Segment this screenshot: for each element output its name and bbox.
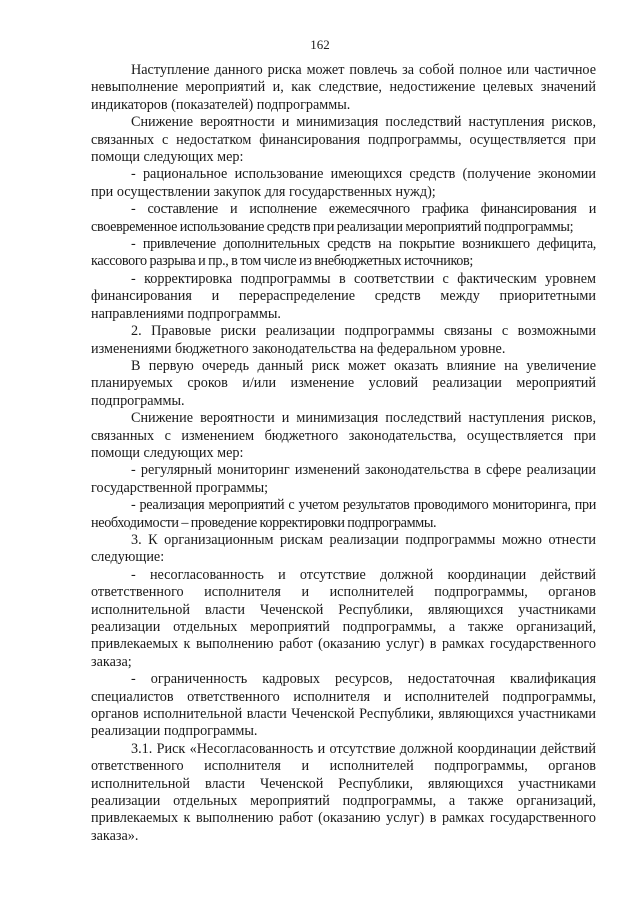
- list-item: - регулярный мониторинг изменений законодательства в сфере реализации государственной программы;: [91, 462, 596, 496]
- list-item: - ограниченность кадровых ресурсов, недостаточная квалификация специалистов ответственного исполнителя и исполнителей подпрограммы, органов исполнительной власти Чеченской Республики, являющихся участниками реализации подпрограммы.: [91, 671, 596, 740]
- list-item: - несогласованность и отсутствие должной координации действий ответственного исполнителя и исполнителей подпрограммы, органов исполнительной власти Чеченской Республики, являющихся участниками реализации отдельных мероприятий подпрограммы, а также организаций, привлекаемых к выполнению работ (оказанию услуг) в рамках государственного заказа;: [91, 566, 596, 670]
- list-item: - привлечение дополнительных средств на покрытие возникшего дефицита, кассового разрыва и пр., в том числе из внебюджетных источников;: [91, 236, 596, 270]
- body-text: [91, 62, 596, 845]
- paragraph: Снижение вероятности и минимизация последствий наступления рисков, связанных с изменением бюджетного законодательства, осуществляется при помощи следующих мер:: [91, 410, 596, 461]
- paragraph: 3. К организационным рискам реализации подпрограммы можно отнести следующие:: [91, 531, 596, 566]
- page-number: 162: [310, 37, 330, 52]
- paragraph: В первую очередь данный риск может оказать влияние на увеличение планируемых сроков и/или изменение условий реализации мероприятий подпрограммы.: [91, 357, 596, 409]
- list-item: - реализация мероприятий с учетом результатов проводимого мониторинга, при необходимости – проведение корректировки подпрограммы.: [91, 497, 596, 531]
- paragraph: 2. Правовые риски реализации подпрограммы связаны с возможными изменениями бюджетного законодательства на федеральном уровне.: [91, 323, 596, 357]
- paragraph: Наступление данного риска может повлечь за собой полное или частичное невыполнение мероприятий и, как следствие, недостижение целевых значений индикаторов (показателей) подпрограммы.: [91, 62, 596, 113]
- list-item: - корректировка подпрограммы в соответствии с фактическим уровнем финансирования и перераспределение средств между приоритетными направлениями подпрограммы.: [91, 270, 596, 322]
- paragraph: Снижение вероятности и минимизация последствий наступления рисков, связанных с недостатком финансирования подпрограммы, осуществляется при помощи следующих мер:: [91, 114, 596, 166]
- paragraph: 3.1. Риск «Несогласованность и отсутствие должной координации действий ответственного исполнителя и исполнителей подпрограммы, органов исполнительной власти Чеченской Республики, являющихся участниками реализации отдельных мероприятий подпрограммы, а также организаций, привлекаемых к выполнению работ (оказанию услуг) в рамках государственного заказа».: [91, 740, 596, 844]
- list-item: - составление и исполнение ежемесячного графика финансирования и своевременное использование средств при реализации мероприятий подпрограммы;: [91, 201, 596, 235]
- list-item: - рациональное использование имеющихся средств (получение экономии при осуществлении закупок для государственных нужд);: [91, 166, 596, 200]
